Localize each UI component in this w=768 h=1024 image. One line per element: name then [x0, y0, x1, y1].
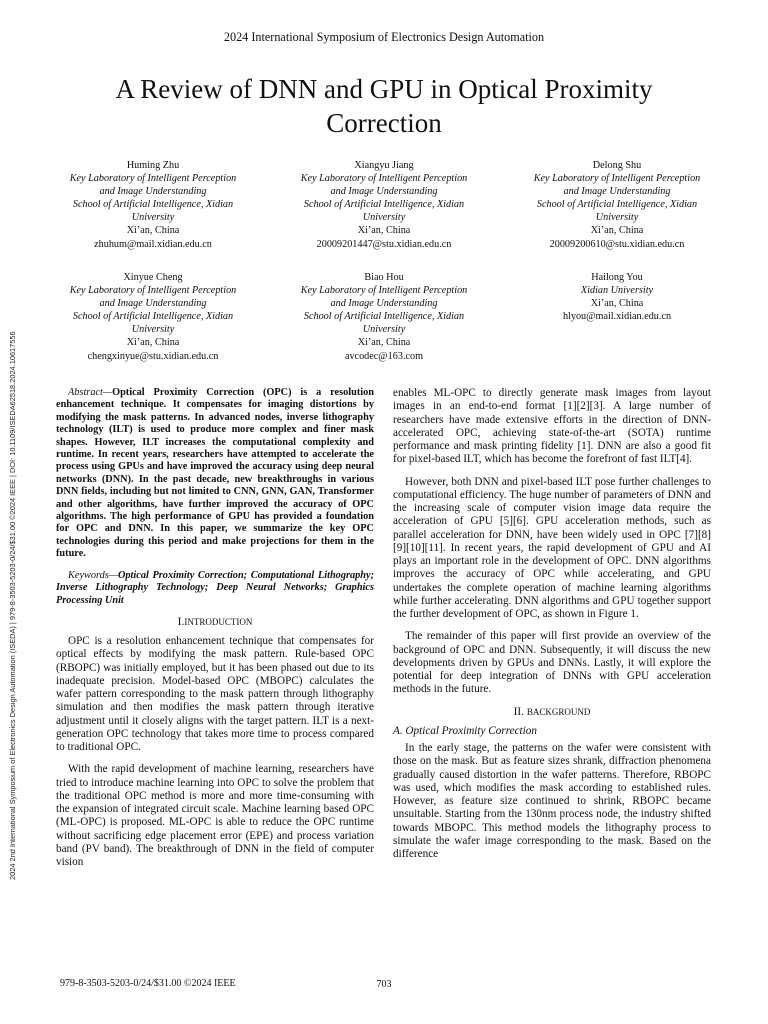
- author-school: University: [595, 212, 639, 224]
- author-school: University: [131, 324, 175, 336]
- author-school: School of Artificial Intelligence, Xidian: [303, 311, 465, 323]
- author-name: Hailong You: [591, 272, 643, 283]
- keywords-text: Optical Proximity Correction; Computational Lithography; Inverse Lithography Technology; Deep Neural Networks; Graphics Processing Unit: [56, 569, 374, 606]
- author-name: Biao Hou: [364, 272, 404, 283]
- author-school: School of Artificial Intelligence, Xidian: [536, 199, 698, 211]
- author-email: hlyou@mail.xidian.edu.cn: [562, 311, 672, 323]
- author-email: chengxinyue@stu.xidian.edu.cn: [87, 350, 219, 362]
- author-name: Xinyue Cheng: [123, 272, 183, 283]
- author-name: Delong Shu: [592, 160, 642, 171]
- subsection-heading: A. Optical Proximity Correction: [393, 724, 537, 737]
- right-column: [393, 387, 711, 870]
- intro-paragraph: OPC is a resolution enhancement technique that compensates for optical effects by modifying the mask pattern. Rule-based OPC (RBOPC) was initially employed, but it has been phased out due to its inadequate precision. Model-based OPC (MBOPC) calculates the wafer pattern corresponding to the mask pattern through lithography simulation and then modifies the mask pattern through iterative adjustment until it closely aligns with the target pattern. ILT is a next-generation OPC technology that takes more time to process compared to traditional OPC.: [56, 635, 374, 754]
- author-school: University: [131, 212, 175, 224]
- author-affiliation: Xidian University: [580, 285, 654, 297]
- author-city: Xi’an, China: [126, 337, 180, 349]
- body-paragraph: The remainder of this paper will first provide an overview of the background of OPC and DNN. Subsequently, it will discuss the new developments driven by GPUs and DNNs. Lastly, it will explore the potential for deep integration of DNNs with GPU acceleration methods in the future.: [393, 630, 711, 696]
- author-school: School of Artificial Intelligence, Xidian: [303, 199, 465, 211]
- section-heading-background: II. BACKGROUND: [513, 705, 591, 718]
- author-lab: and Image Understanding: [99, 298, 207, 310]
- title-line-2: Correction: [326, 108, 442, 138]
- author-lab: Key Laboratory of Intelligent Perception: [533, 173, 701, 185]
- author-block: [44, 271, 262, 363]
- author-email: 20009200610@stu.xidian.edu.cn: [549, 238, 685, 250]
- section-heading-introduction: I.INTRODUCTION: [177, 615, 253, 628]
- author-email: 20009201447@stu.xidian.edu.cn: [316, 238, 452, 250]
- author-lab: and Image Understanding: [330, 186, 438, 198]
- conference-header: 2024 International Symposium of Electronics Design Automation: [223, 30, 545, 44]
- body-paragraph: However, both DNN and pixel-based ILT pose further challenges to computational efficiency. The huge number of parameters of DNN and the increasing scale of computer vision image data require the acceleration of GPU [5][6]. GPU acceleration methods, such as parallel acceleration for DNN, have been widely used in OPC [7][8][9][10][11]. In recent years, the rapid development of GPU and AI plays an important role in the development of OPC. DNN algorithms improves the accuracy of OPC while accelerating, and GPU undertakes the complete operation of machine learning algorithms while further accelerating. DNN algorithms and GPU together support the further development of OPC, as shown in Figure 1.: [393, 475, 711, 620]
- abstract: [56, 387, 374, 561]
- author-school: School of Artificial Intelligence, Xidian: [72, 311, 234, 323]
- author-city: Xi’an, China: [590, 225, 644, 237]
- abstract-lead: Abstract—: [68, 387, 113, 398]
- body-paragraph: In the early stage, the patterns on the wafer were consistent with those on the mask. But as feature sizes shrank, diffraction phenomena gradually caused distortion in the wafer patterns. Therefore, RBOPC was used, which modifies the mask according to established rules. However, as feature size continued to shrink, RBOPC became unsuitable. Starting from the 130nm process node, the industry shifted towards MBOPC. This method models the lithography process to simulate the wafer image corresponding to the mask. Based on the difference: [393, 742, 711, 860]
- author-name: Xiangyu Jiang: [354, 160, 414, 171]
- author-school: University: [362, 212, 406, 224]
- paper-title: [60, 72, 708, 140]
- author-email: avcodec@163.com: [344, 350, 424, 362]
- keywords-lead: Keywords—: [68, 569, 118, 581]
- author-lab: Key Laboratory of Intelligent Perception: [69, 173, 237, 185]
- author-block: [275, 159, 493, 251]
- footer-copyright: 979-8-3503-5203-0/24/$31.00 ©2024 IEEE: [60, 978, 236, 989]
- author-lab: and Image Understanding: [99, 186, 207, 198]
- author-city: Xi’an, China: [357, 337, 411, 349]
- author-name: Huming Zhu: [126, 160, 180, 171]
- author-block: [44, 159, 262, 251]
- author-city: Xi’an, China: [126, 225, 180, 237]
- author-city: Xi’an, China: [357, 225, 411, 237]
- author-city: Xi’an, China: [590, 298, 644, 310]
- author-lab: and Image Understanding: [563, 186, 671, 198]
- body-paragraph: enables ML-OPC to directly generate mask images from layout images in an end-to-end format [1][2][3]. A large number of researchers have made extensive efforts in the direction of DNN-accelerated OPC, achieving state-of-the-art (SOTA) runtime performance and mask printing fidelity [1]. DNN are also a good fit for pixel-based ILT, which has become the forefront of fast ILT[4].: [393, 387, 711, 466]
- intro-paragraph: With the rapid development of machine learning, researchers have tried to introduce machine learning into OPC to solve the problem that the traditional OPC method is more and more time-consuming with the expansion of integrated circuit scale. Machine learning based OPC (ML-OPC) is proposed. ML-OPC is able to reduce the OPC runtime without sacrificing edge placement error (EPE) and process variation band (PV band). The breakthrough of DNN in the field of computer vision: [56, 763, 374, 869]
- author-lab: Key Laboratory of Intelligent Perception: [69, 285, 237, 297]
- author-lab: Key Laboratory of Intelligent Perception: [300, 173, 468, 185]
- author-lab: Key Laboratory of Intelligent Perception: [300, 285, 468, 297]
- author-block: [508, 159, 726, 251]
- author-block: [275, 271, 493, 363]
- page-number: 703: [376, 979, 392, 990]
- author-school: School of Artificial Intelligence, Xidian: [72, 199, 234, 211]
- title-line-1: A Review of DNN and GPU in Optical Proximity: [115, 74, 653, 104]
- keywords: [56, 570, 374, 607]
- author-email: zhuhum@mail.xidian.edu.cn: [94, 238, 212, 250]
- author-block: [508, 271, 726, 323]
- author-lab: and Image Understanding: [330, 298, 438, 310]
- side-citation-text: 2024 2nd International Symposium of Electronics Design Automation (ISEDA) | 979-8-3503-5203-0/24/$31.00 ©2024 IEEE | DOI: 10.1109/ISEDA62518.2024.10617556: [8, 331, 17, 880]
- author-school: University: [362, 324, 406, 336]
- left-column: [56, 387, 374, 878]
- abstract-text: Optical Proximity Correction (OPC) is a resolution enhancement technique. It compensates for imaging distortions by modifying the mask patterns. In advanced nodes, inverse lithography technology (ILT) is used to produce more complex and finer mask shapes. However, ILT increases the computational complexity and runtime. In recent years, researchers have attempted to accelerate the process using GPUs and have improved the accuracy using deep neural networks (DNN). In the past decade, new breakthroughs in various DNN fields, including but not limited to CNN, GNN, GAN, Transformer and other algorithms, have further improved the accuracy of OPC algorithms. The high performance of GPU has provided a foundation for OPC and DNN. In this paper, we summarize the key OPC technologies during this period and make projections for them in the future.: [56, 387, 374, 560]
